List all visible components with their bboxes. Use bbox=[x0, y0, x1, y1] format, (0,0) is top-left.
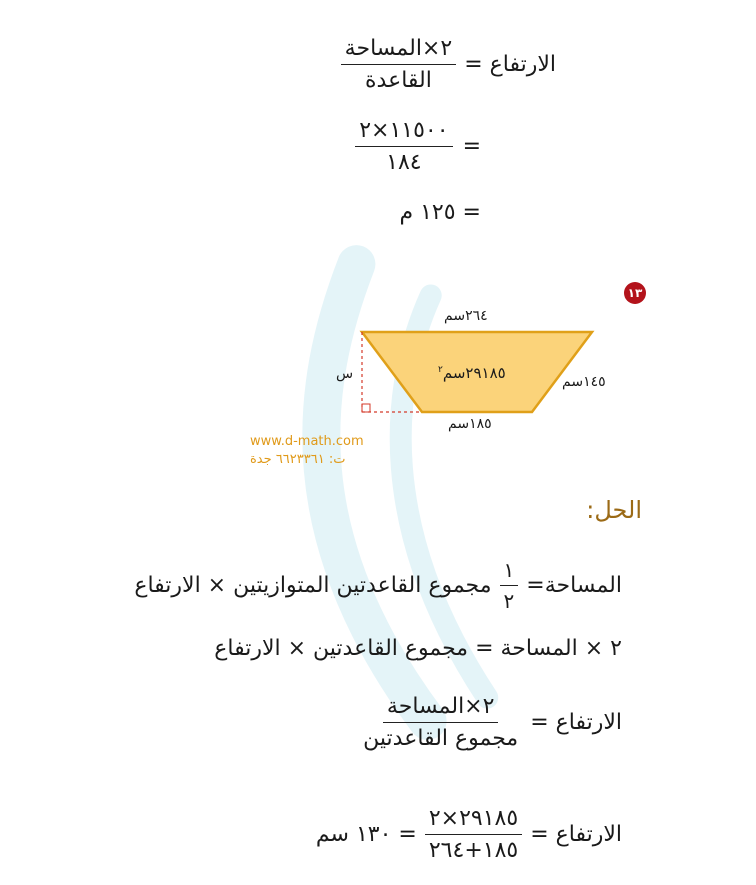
area-value: ٢٩١٨٥سم bbox=[442, 364, 506, 382]
area-exponent: ٢ bbox=[438, 365, 443, 375]
fraction-numerator: ٢٩١٨٥×٢ bbox=[425, 806, 522, 835]
height-formula bbox=[341, 36, 556, 93]
website-link[interactable]: www.d-math.com bbox=[250, 434, 364, 449]
final-calculation-line bbox=[316, 806, 622, 863]
fraction-numerator: ١١٥٠٠×٢ bbox=[355, 118, 452, 147]
area-label bbox=[438, 364, 506, 382]
fraction-numerator: ٢×المساحة bbox=[341, 36, 457, 65]
half-numerator: ١ bbox=[500, 558, 519, 586]
equals-sign: = bbox=[462, 134, 481, 159]
fraction-numerator: ٢×المساحة bbox=[383, 694, 499, 723]
half-fraction bbox=[500, 558, 519, 613]
fraction-denominator: القاعدة bbox=[365, 68, 432, 93]
height-lhs: الارتفاع = bbox=[464, 52, 556, 77]
fraction-denominator: مجموع القاعدتين bbox=[363, 726, 519, 751]
top-base-label: ٢٦٤سم bbox=[444, 308, 488, 324]
problem-number-badge: ١٣ bbox=[624, 282, 646, 304]
bottom-base-label: ١٨٥سم bbox=[448, 416, 492, 432]
phone-text: ت: ٦٦٢٣٣٦١ جدة bbox=[250, 452, 346, 467]
fraction-denominator: ١٨٤ bbox=[386, 150, 422, 175]
area-lhs: المساحة= bbox=[526, 573, 622, 598]
side-label: ١٤٥سم bbox=[562, 374, 606, 390]
area-formula-line bbox=[134, 558, 622, 613]
rearranged-fraction bbox=[359, 694, 522, 751]
height-lhs: الارتفاع = bbox=[530, 710, 622, 735]
height-lhs: الارتفاع = bbox=[530, 822, 622, 847]
substitution-fraction bbox=[355, 118, 452, 175]
substitution-line bbox=[355, 118, 481, 175]
half-denominator: ٢ bbox=[503, 589, 515, 613]
result-line: = ١٢٥ م bbox=[399, 200, 481, 225]
final-result: = ١٣٠ سم bbox=[315, 822, 417, 847]
height-rearranged-line bbox=[359, 694, 622, 751]
area-rhs: مجموع القاعدتين المتوازيتين × الارتفاع bbox=[134, 573, 492, 598]
fraction-denominator: ١٨٥+٢٦٤ bbox=[428, 838, 519, 863]
solution-title: الحل: bbox=[586, 496, 642, 524]
height-label: س bbox=[336, 366, 354, 382]
double-area-line: ٢ × المساحة = مجموع القاعدتين × الارتفاع bbox=[214, 636, 622, 661]
final-fraction bbox=[425, 806, 522, 863]
formula-fraction bbox=[341, 36, 457, 93]
right-angle-mark bbox=[362, 404, 370, 412]
